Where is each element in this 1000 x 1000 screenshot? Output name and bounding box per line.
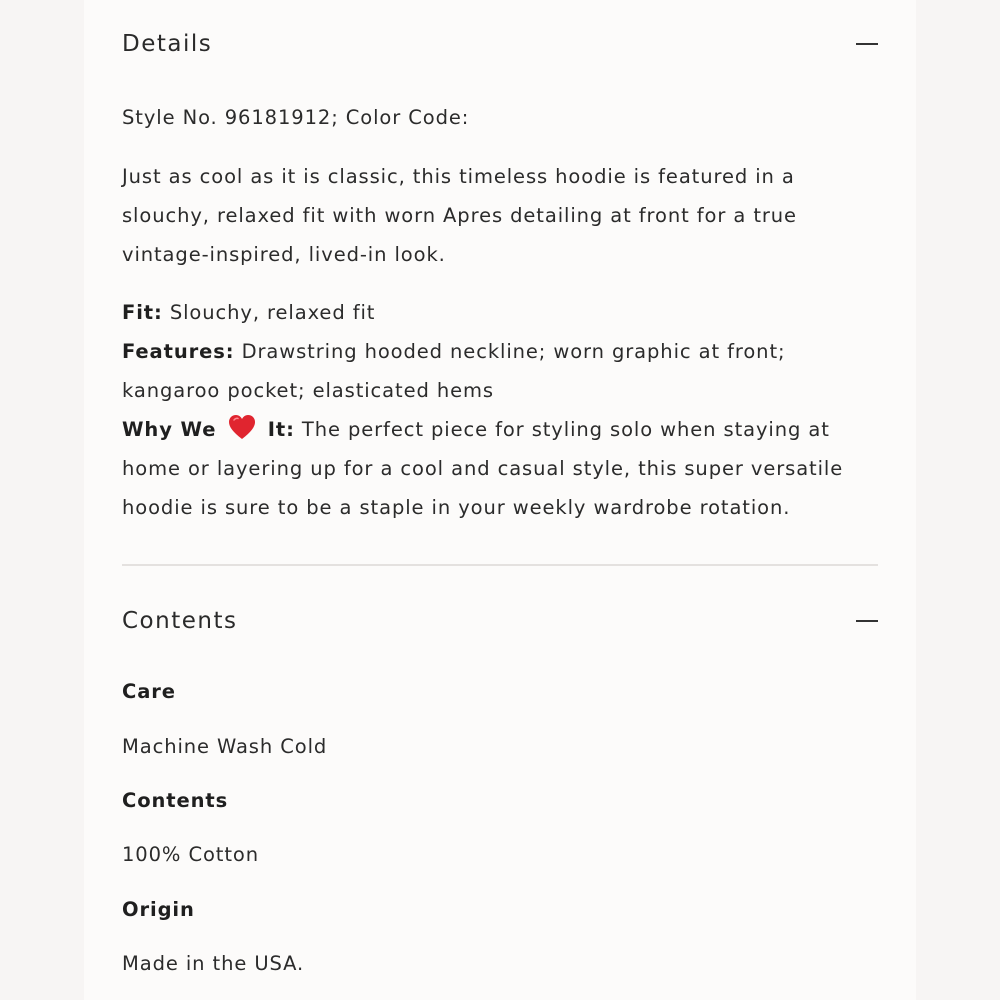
style-line: Style No. 96181912; Color Code: (122, 106, 470, 129)
contents-heading (122, 781, 878, 820)
features-value: Drawstring hooded neckline; worn graphic at front; (234, 340, 786, 363)
why-label-end: It: (260, 418, 295, 441)
description-line: Just as cool as it is classic, this timeless hoodie is featured in a (122, 165, 795, 188)
collapse-minus-icon[interactable] (856, 620, 878, 622)
contents-text (122, 835, 878, 874)
origin-heading (122, 890, 878, 929)
care-heading (122, 672, 878, 711)
features-row (122, 332, 878, 371)
contents-accordion-header[interactable] (122, 601, 878, 641)
care-text (122, 727, 878, 766)
details-description (122, 157, 878, 274)
why-we-love-it-row (122, 410, 878, 449)
why-row-continued: home or layering up for a cool and casual style, this super versatile (122, 457, 844, 480)
description-line: vintage-inspired, lived-in look. (122, 243, 446, 266)
fit-value: Slouchy, relaxed fit (162, 301, 376, 324)
contents-title: Contents (122, 608, 238, 634)
origin-text (122, 944, 878, 983)
care-value: Machine Wash Cold (122, 735, 328, 758)
care-label: Care (122, 680, 176, 703)
collapse-minus-icon[interactable] (856, 43, 878, 45)
contents-label: Contents (122, 789, 229, 812)
features-row-continued: kangaroo pocket; elasticated hems (122, 379, 494, 402)
details-accordion-header[interactable] (122, 24, 878, 64)
fit-label: Fit: (122, 301, 163, 324)
details-attributes (122, 293, 878, 527)
details-style-number (122, 98, 878, 137)
fit-row (122, 293, 878, 332)
description-line: slouchy, relaxed fit with worn Apres detailing at front for a true (122, 204, 797, 227)
why-row-continued: hoodie is sure to be a staple in your weekly wardrobe rotation. (122, 496, 791, 519)
why-label-start: Why We (122, 418, 225, 441)
origin-label: Origin (122, 898, 195, 921)
why-value: The perfect piece for styling solo when staying at (294, 418, 830, 441)
details-title: Details (122, 31, 213, 57)
heart-icon (228, 414, 256, 440)
origin-value: Made in the USA. (122, 952, 305, 975)
features-label: Features: (122, 340, 235, 363)
section-divider (122, 564, 878, 566)
contents-value: 100% Cotton (122, 843, 259, 866)
